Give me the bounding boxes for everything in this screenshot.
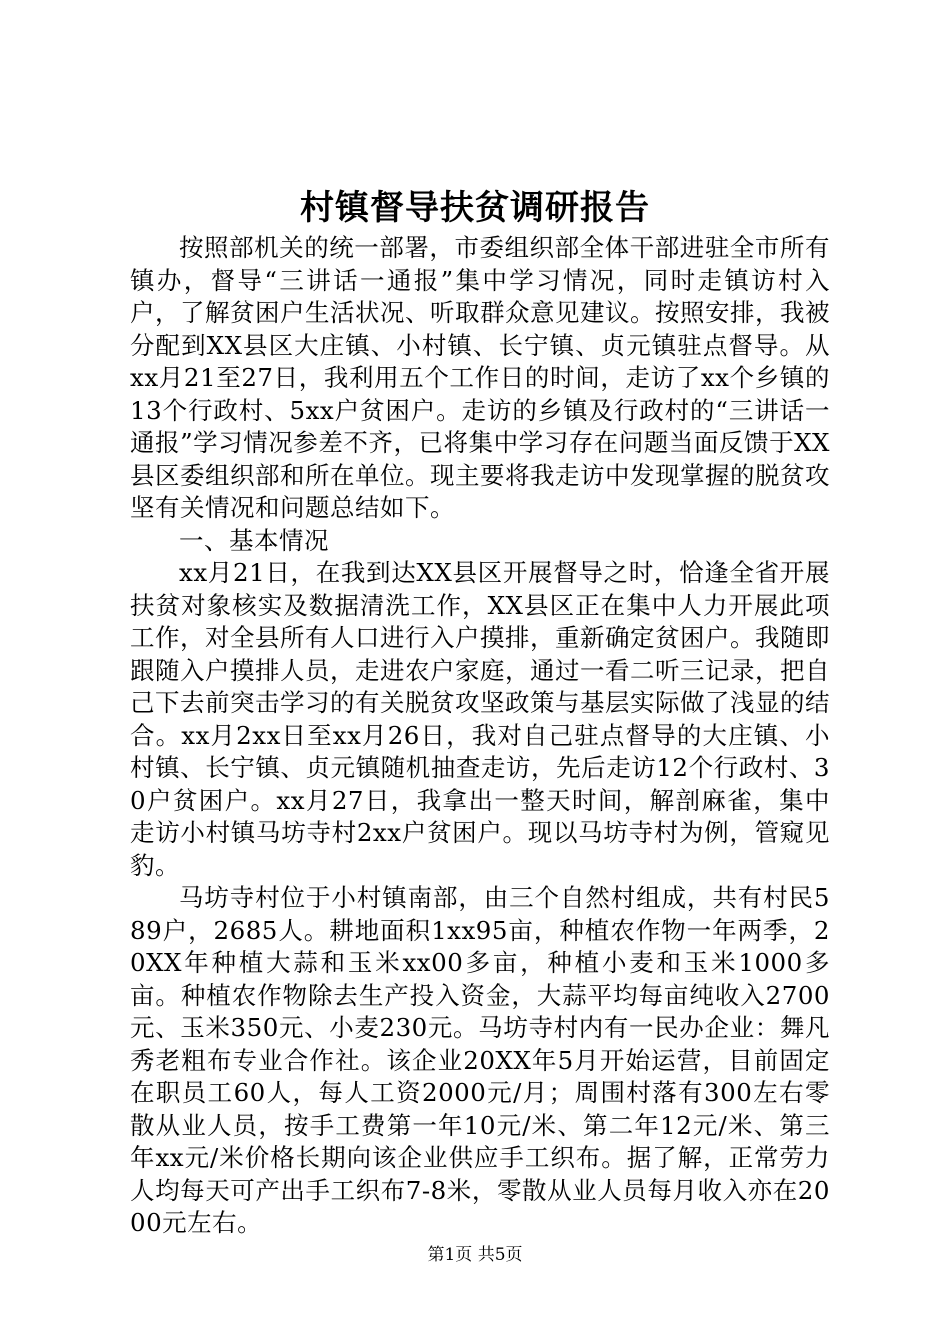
section-heading-basic-situation: 一、基本情况 xyxy=(179,525,329,555)
document-body xyxy=(130,232,830,1240)
page-number-footer: 第1页 共5页 xyxy=(427,1245,523,1265)
document-title: 村镇督导扶贫调研报告 xyxy=(300,188,650,228)
paragraph-mafangsi-village: 马坊寺村位于小村镇南部，由三个自然村组成，共有村民589户，2685人。耕地面积1xx95亩，种植农作物一年两季，20XX年种植大蒜和玉米xx00多亩，种植小麦和玉米1000多亩。种植农作物除去生产投入资金，大蒜平均每亩纯收入2700元、玉米350元、小麦230元。马坊寺村内有一民办企业：舞凡秀老粗布专业合作社。该企业20XX年5月开始运营，目前固定在职员工60人，每人工资2000元/月；周围村落有300左右零散从业人员，按手工费第一年10元/米、第二年12元/米、第三年xx元/米价格长期向该企业供应手工织布。据了解，正常劳力人均每天可产出手工织布7-8米，零散从业人员每月收入亦在2000元左右。 xyxy=(130,883,830,1237)
paragraph-investigation-process: xx月21日，在我到达XX县区开展督导之时，恰逢全省开展扶贫对象核实及数据清洗工作，XX县区正在集中人力开展此项工作，对全县所有人口进行入户摸排，重新确定贫困户。我随即跟随入户摸排人员，走进农户家庭，通过一看二听三记录，把自己下去前突击学习的有关脱贫攻坚政策与基层实际做了浅显的结合。xx月2xx日至xx月26日，我对自己驻点督导的大庄镇、小村镇、长宁镇、贞元镇随机抽查走访，先后走访12个行政村、30户贫困户。xx月27日，我拿出一整天时间，解剖麻雀，集中走访小村镇马坊寺村2xx户贫困户。现以马坊寺村为例，管窥见豹。 xyxy=(130,558,830,880)
intro-paragraph: 按照部机关的统一部署，市委组织部全体干部进驻全市所有镇办，督导“三讲话一通报”集中学习情况，同时走镇访村入户，了解贫困户生活状况、听取群众意见建议。按照安排，我被分配到XX县区大庄镇、小村镇、长宁镇、贞元镇驻点督导。从xx月21至27日，我利用五个工作日的时间，走访了xx个乡镇的13个行政村、5xx户贫困户。走访的乡镇及行政村的“三讲话一通报”学习情况参差不齐，已将集中学习存在问题当面反馈于XX县区委组织部和所在单位。现主要将我走访中发现掌握的脱贫攻坚有关情况和问题总结如下。 xyxy=(130,233,830,522)
